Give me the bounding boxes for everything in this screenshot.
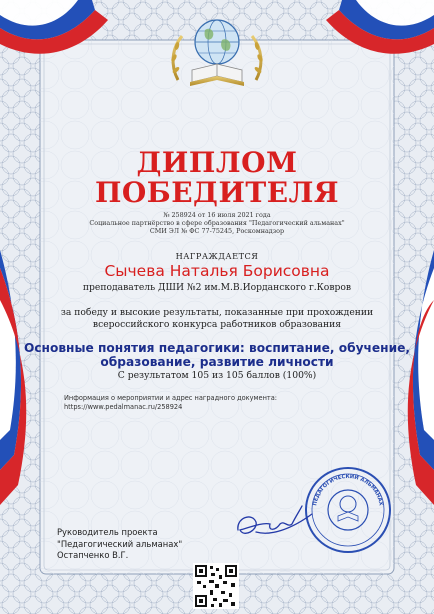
- awarded-label: НАГРАЖДАЕТСЯ: [175, 251, 259, 261]
- result-line: С результатом 105 из 105 баллов (100%): [117, 370, 317, 381]
- diploma-title-line2: ПОБЕДИТЕЛЯ: [94, 176, 340, 209]
- diploma-title-line1: ДИПЛОМ: [136, 146, 298, 179]
- reason-line-1: за победу и высокие результаты, показанные при прохождении: [60, 307, 374, 318]
- partner-line: Социальное партнёрство в сфере образования "Педагогический альманах": [89, 219, 345, 227]
- contest-theme-line-2: образование, развитие личности: [100, 355, 334, 369]
- reason-line-2: всероссийского конкурса работников образования: [92, 319, 342, 330]
- signer-role: Руководитель проекта: [57, 527, 158, 537]
- document-url-link[interactable]: https://www.pedalmanac.ru/258924: [64, 403, 183, 411]
- signer-org: "Педагогический альманах": [57, 538, 183, 549]
- contest-theme-line-1: Основные понятия педагогики: воспитание, обучение,: [23, 341, 411, 355]
- signer-name: Остапченко В.Г.: [57, 550, 129, 560]
- signer-block: [57, 527, 182, 562]
- qr-code[interactable]: [193, 563, 239, 609]
- recipient-name: Сычева Наталья Борисовна: [104, 262, 330, 280]
- info-label: Информация о мероприятии и адрес наградного документа:: [64, 394, 277, 402]
- diploma-number: № 258924 от 16 июля 2021 года: [163, 211, 271, 219]
- recipient-position: преподаватель ДШИ №2 им.М.В.Иорданского г.Ковров: [82, 282, 352, 293]
- smi-line: СМИ ЭЛ № ФС 77-75245, Роскомнадзор: [149, 227, 285, 235]
- svg-text:ПЕДАГОГИЧЕСКИЙ АЛЬМАНАХ: ПЕДАГОГИЧЕСКИЙ АЛЬМАНАХ: [312, 473, 384, 507]
